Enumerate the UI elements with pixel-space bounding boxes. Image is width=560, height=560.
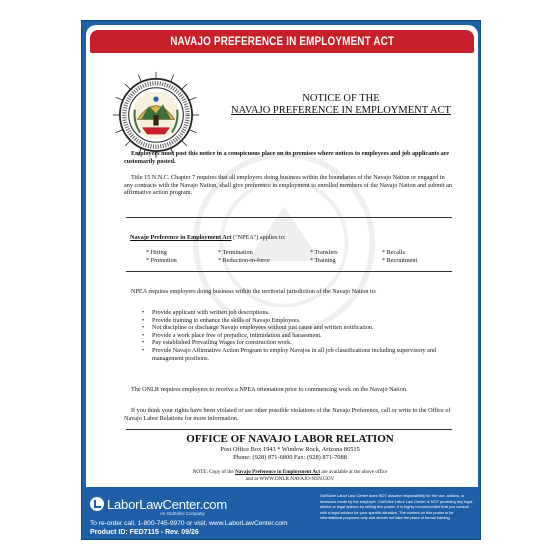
requirement-item: • Provide applicant with written job descriptions. [142, 309, 442, 317]
navajo-seal-icon [112, 71, 200, 159]
product-id: Product ID: FED7115 - Rev. 09/26 [90, 529, 199, 536]
requirement-item: • Provide Navajo Affirmative Action Program to employ Navajos in all job classifications including supervisory and management positions. [142, 347, 442, 362]
notice-title [226, 93, 456, 117]
office-name: OFFICE OF NAVAJO LABOR RELATION [186, 433, 394, 445]
section-divider [126, 429, 452, 430]
requirements-list [142, 309, 442, 362]
title-15-paragraph: Title 15 N.N.C. Chapter 7 requires that all employers doing business within the boundaries of the Navajo Nation or engaged in any contracts with the Navajo Nation, shall give preference in employment to enrolled members of the Navajo Nation and submit an affirmative action program. [124, 174, 453, 197]
office-contact-block [130, 433, 450, 462]
note-prefix: NOTE: Copy of the [192, 469, 235, 475]
applies-rest: ("NPEA") applies to: [231, 234, 286, 241]
employers-posting-notice: Employers must post this notice in a conspicuous place on its premises where notices to employees and job applicants are customarily posted. [124, 150, 450, 165]
npea-requires-paragraph: NPEA requires employers doing business within the territorial jurisdiction of the Navajo Nation to: [131, 288, 377, 295]
applies-item: * Reduction-in-force [218, 257, 270, 264]
note-website: and at WWW.ONLR.NAVAJO-NSN.GOV [245, 475, 335, 482]
applies-item: * Training [310, 257, 336, 264]
applies-item: * Termination [218, 249, 253, 256]
disclaimer: OutSolve Labor Law Center does NOT assume responsibility for the use, actions, or decisions made by the employer. OutSolve Labor Law Center is NOT providing any legal advice or legal opinion by selling this poster. It is highly recommended that you consult with a legal advisor for your specific situation. The content on this poster is for informational purposes only and should not take the place of formal training. [320, 493, 473, 521]
applies-to-heading [130, 234, 450, 242]
requirement-item: • Provide training to enhance the skills of Navajo Employees. [142, 317, 442, 325]
poster [81, 20, 481, 540]
note-block [130, 469, 450, 482]
reorder-info: To re-order call, 1-800-745-9970 or visit, www.LaborLawCenter.com [90, 520, 288, 527]
note-suffix: are available at the above office [320, 469, 388, 475]
section-divider [126, 217, 452, 218]
header-banner [90, 30, 474, 53]
notice-title-line1: NOTICE OF THE [302, 93, 380, 104]
requirement-item: • Not discipline or discharge Navajo employees without just cause and written notification. [142, 324, 442, 332]
notice-title-line2: NAVAJO PREFERENCE IN EMPLOYMENT ACT [231, 105, 451, 116]
requirement-item: • Provide a work place free of prejudice, intimidation and harassment. [142, 332, 442, 340]
checkmark-logo-icon [90, 497, 104, 511]
applies-item: * Transfers [310, 249, 338, 256]
applies-item: * Recalls [382, 249, 405, 256]
applies-item: * Recruitment [382, 257, 418, 264]
poster-body [86, 59, 478, 487]
note-act-name: Navajo Preference in Employment Act [234, 469, 321, 475]
applies-item: * Hiring [146, 249, 167, 256]
violations-paragraph: If you think your rights have been violated or see other possible violations of the Navajo Preference, call or write to the Office of Navajo Labor Relations for more information. [124, 407, 451, 422]
footer-brand-block [90, 495, 320, 537]
applies-item: * Promotion [146, 257, 177, 264]
applies-act-name: Navajo Preference in Employment Act [130, 234, 232, 241]
onlr-requirement-paragraph: The ONLR requires employers to receive a NPEA orientation prior to commencing work on the Navajo Nation. [131, 386, 408, 393]
poster-title: NAVAJO PREFERENCE IN EMPLOYMENT ACT [169, 35, 394, 48]
office-address: Post Office Box 1943 * Window Rock, Arizona 86515 [220, 446, 360, 453]
brand-subtitle: An OutSolve Company [160, 511, 205, 516]
office-phone: Phone: (928) 871-6800 Fax: (928) 871-7088 [233, 454, 347, 461]
requirement-item: • Pay established Prevailing Wages for construction work. [142, 339, 442, 347]
header-bar [86, 25, 478, 59]
brand-name: LaborLawCenter.com [107, 496, 227, 512]
section-divider [126, 271, 452, 272]
